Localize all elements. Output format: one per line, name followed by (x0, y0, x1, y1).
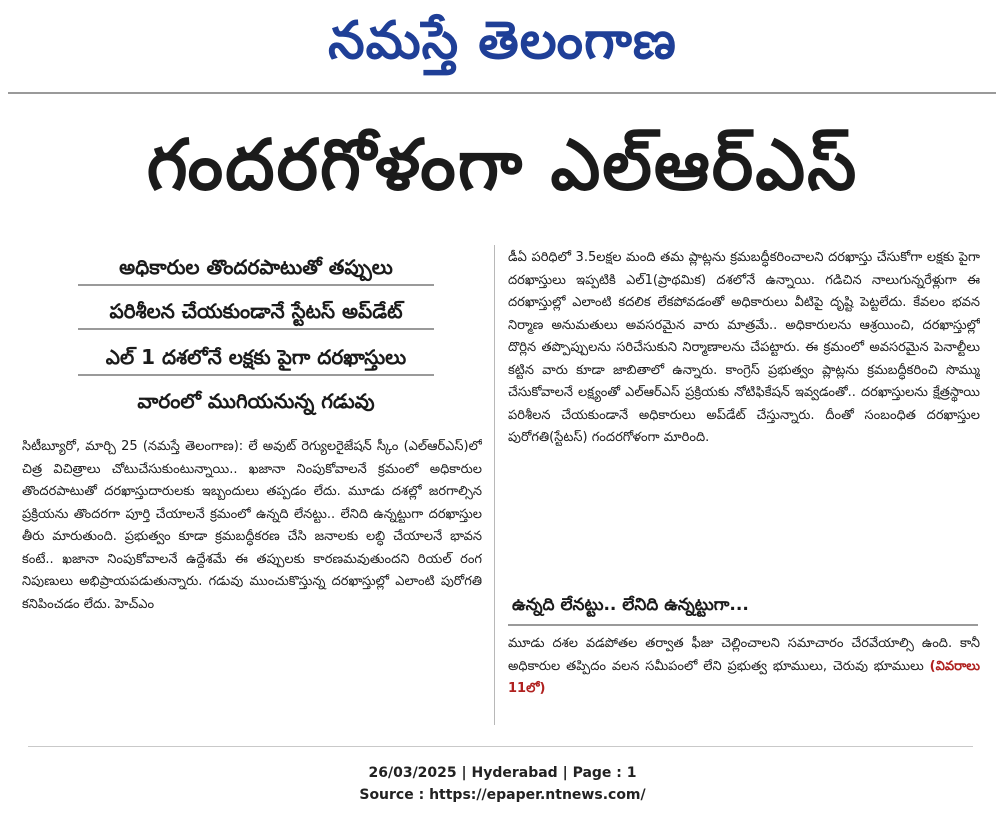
subheading-divider (508, 624, 978, 626)
deck-line-3: ఎల్‌ 1 దశలోనే లక్షకు పైగా దరఖాస్తులు (78, 340, 434, 376)
article-body-right-column: డీఏ పరిధిలో 3.5లక్షల మంది తమ ప్లాట్లను క్రమబద్ధీకరించాలని దరఖాస్తు చేసుకోగా లక్షకు పైగా దరఖాస్తులు ఇప్పటికి ఎల్‌1(ప్రాథమిక) దశలోనే ఉన్నాయి. గడిచిన నాలుగున్నరేళ్లుగా ఈ దరఖాస్తుల్లో ఎలాంటి కదలిక లేకపోవడంతో అధికారులు వీటిపై దృష్టి పెట్టలేదు. కేవలం భవన నిర్మాణ అనుమతులు అవసరమైన వారు మాత్రమే.. అధికారులను ఆశ్రయించి, దరఖాస్తుల్లో దొర్లిన తప్పొప్పులను సరిచేసుకుని నిర్మాణాలను చేపట్టారు. ఈ క్రమంలో అవసరమైన పెనాల్టీలు కట్టిన వారు కూడా జాబితాలో ఉన్నారు. కాంగ్రెస్‌ ప్రభుత్వం ప్లాట్లను క్రమబద్ధీకరించి సొమ్ము చేసుకోవాలనే లక్ష్యంతో ఎల్‌ఆర్‌ఎస్‌ ప్రక్రియకు నోటిఫికేషన్‌ ఇవ్వడంతో.. దరఖాస్తులను క్షేత్రస్థాయి పరిశీలన చేయకుండానే అధికారులు అప్‌డేట్‌ చేస్తున్నారు. దీంతో సంబంధిత దరఖాస్తుల పురోగతి(స్టేటస్‌) గందరగోళంగా మారింది. (508, 250, 980, 445)
deck-line-2: పరిశీలన చేయకుండానే స్టేటస్‌ అప్‌డేట్‌ (78, 294, 434, 330)
masthead-logo: నమస్తే తెలంగాణ (328, 11, 677, 71)
article-body-continuation (508, 633, 980, 723)
headline: గందరగోళంగా ఎల్‌ఆర్‌ఎస్‌ (146, 124, 859, 206)
deck-line-1: అధికారుల తొందరపాటుతో తప్పులు (78, 250, 434, 286)
source-link[interactable]: Source : https://epaper.ntnews.com/ (359, 787, 646, 803)
page-footer (0, 762, 1005, 806)
edition-info: 26/03/2025 | Hyderabad | Page : 1 (368, 765, 637, 781)
top-divider (8, 92, 996, 94)
deck-line-4: వారంలో ముగియనున్న గడువు (137, 389, 375, 413)
continued-on-page-note: (వివరాలు 11లో) (508, 658, 980, 696)
continuation-text: మూడు దశల వడపోతల తర్వాత ఫీజు చెల్లించాలని సమాచారం చేరవేయాల్సి ఉంది. కానీ అధికారుల తప్పిదం వలన సమీపంలో లేని ప్రభుత్వ భూములు, చెరువు భూములు (508, 636, 980, 674)
bottom-divider (28, 746, 973, 747)
article-subheading: ఉన్నది లేనట్టు.. లేనిది ఉన్నట్టుగా... (512, 595, 749, 615)
article-body-left-column: సిటీబ్యూరో, మార్చి 25 (నమస్తే తెలంగాణ): లే అవుట్‌ రెగ్యులరైజేషన్‌ స్కీం (ఎల్‌ఆర్‌ఎస్‌)లో చిత్ర విచిత్రాలు చోటుచేసుకుంటున్నాయి.. ఖజానా నింపుకోవాలనే క్రమంలో అధికారుల తొందరపాటుతో దరఖాస్తుదారులకు ఇబ్బందులు తప్పడం లేదు. మూడు దశల్లో జరగాల్సిన ప్రక్రియను తొందరగా పూర్తి చేయాలనే క్రమంలో ఉన్నది లేనట్టు.. లేనిది ఉన్నట్టుగా దరఖాస్తుల తీరు మారుతుంది. ప్రభుత్వం కూడా క్రమబద్ధీకరణ చేసి జనాలకు లబ్ధి చేయాలనే భావన కంటే.. ఖజానా నింపుకోవాలనే ఉద్దేశమే ఈ తప్పులకు కారణమవుతుందని రియల్‌ రంగ నిపుణులు అభిప్రాయపడుతున్నారు. గడువు ముంచుకొస్తున్న దరఖాస్తుల్లో ఎలాంటి పురోగతి కనిపించడం లేదు. హెచ్‌ఎం (22, 439, 482, 612)
column-divider (494, 245, 495, 725)
